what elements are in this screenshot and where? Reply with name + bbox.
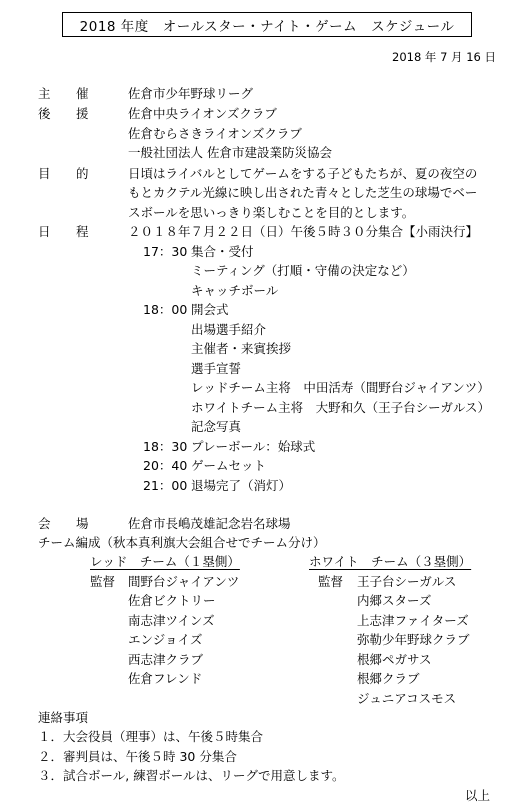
purpose-label-2: 的 — [76, 166, 89, 181]
notes-heading: 連絡事項 — [38, 710, 89, 725]
schedule-line: 出場選手紹介 — [191, 322, 267, 337]
venue-value: 佐倉市長嶋茂雄記念岩名球場 — [128, 516, 291, 531]
schedule-line: 記念写真 — [191, 419, 242, 434]
closing-text: 以上 — [464, 788, 490, 803]
red-team-member: 間野台ジャイアンツ — [128, 574, 240, 589]
schedule-line: 集合・受付 — [191, 244, 254, 259]
white-team-member: 王子台シーガルス — [357, 574, 457, 589]
note-item: ３．試合ボール, 練習ボールは、リーグで用意します。 — [38, 768, 345, 783]
schedule-line: 主催者・来賓挨拶 — [191, 341, 292, 356]
white-team-title: ホワイト チーム（３塁側） — [309, 554, 472, 569]
schedule-line: 選手宣誓 — [191, 361, 242, 376]
support-label-1: 後 — [38, 106, 51, 121]
red-team-member: 南志津ツインズ — [128, 613, 215, 628]
red-manager-label: 監督 — [90, 574, 116, 589]
schedule-headline: ２０１８年７月２２日（日）午後５時３０分集合【小雨決行】 — [128, 224, 479, 239]
schedule-time-5: 21：00 — [143, 478, 188, 493]
white-team-member: 根郷ペガサス — [357, 652, 432, 667]
support-value-2: 佐倉むらさきライオンズクラブ — [128, 126, 302, 141]
white-team-member: ジュニアコスモス — [357, 691, 457, 706]
purpose-line-2: もとカクテル光線に映し出された青々とした芝生の球場でベー — [128, 185, 478, 200]
white-team-member: 弥勒少年野球クラブ — [357, 632, 470, 647]
support-label-2: 援 — [76, 106, 89, 121]
document-title — [62, 12, 472, 37]
schedule-line: キャッチボール — [191, 283, 279, 298]
note-item: ２．審判員は、午後５時 30 分集合 — [38, 749, 237, 764]
purpose-line-3: スボールを思いっきり楽しむことを目的とします。 — [128, 205, 415, 220]
venue-label-2: 場 — [76, 516, 89, 531]
schedule-time-3: 18：30 — [143, 439, 188, 454]
venue-label-1: 会 — [38, 516, 51, 531]
sponsor-value: 佐倉市少年野球リーグ — [128, 86, 254, 101]
red-team-member: 佐倉フレンド — [128, 671, 203, 686]
schedule-time-4: 20：40 — [143, 458, 188, 473]
schedule-line: ホワイトチーム主将 大野和久（王子台シーガルス） — [191, 400, 491, 415]
schedule-label-1: 日 — [38, 224, 51, 239]
schedule-line: 開会式 — [191, 302, 229, 317]
purpose-label-1: 目 — [38, 166, 51, 181]
schedule-line: 退場完了（消灯） — [191, 478, 292, 493]
schedule-label-2: 程 — [76, 224, 89, 239]
schedule-time-1: 17：30 — [143, 244, 188, 259]
white-team-member: 根郷クラブ — [357, 671, 420, 686]
support-value-3: 一般社団法人 佐倉市建設業防災協会 — [128, 145, 332, 160]
document-date: 2018 年 7 月 16 日 — [392, 50, 496, 64]
schedule-time-2: 18：00 — [143, 302, 188, 317]
white-team-member: 上志津ファイターズ — [357, 613, 469, 628]
schedule-line: レッドチーム主将 中田活寿（間野台ジャイアンツ） — [191, 380, 490, 395]
sponsor-label-1: 主 — [38, 86, 51, 101]
title-text: 2018 年度 オールスター・ナイト・ゲーム スケジュール — [79, 18, 455, 35]
schedule-line: プレーボール：始球式 — [191, 439, 316, 454]
teams-heading: チーム編成（秋本真利旗大会組合せでチーム分け） — [38, 535, 326, 550]
sponsor-label-2: 催 — [76, 86, 89, 101]
note-item: １．大会役員（理事）は、午後５時集合 — [38, 729, 264, 744]
red-team-member: エンジョイズ — [128, 632, 203, 647]
white-team-member: 内郷スターズ — [357, 593, 432, 608]
schedule-line: ゲームセット — [191, 458, 267, 473]
red-team-title: レッド チーム（１塁側） — [90, 554, 240, 569]
support-value-1: 佐倉中央ライオンズクラブ — [128, 106, 277, 121]
red-team-member: 西志津クラブ — [128, 652, 204, 667]
schedule-line: ミーティング（打順・守備の決定など） — [191, 263, 415, 278]
purpose-line-1: 日頃はライバルとしてゲームをする子どもたちが、夏の夜空の — [128, 166, 478, 181]
red-team-member: 佐倉ビクトリー — [128, 593, 216, 608]
white-manager-label: 監督 — [318, 574, 344, 589]
